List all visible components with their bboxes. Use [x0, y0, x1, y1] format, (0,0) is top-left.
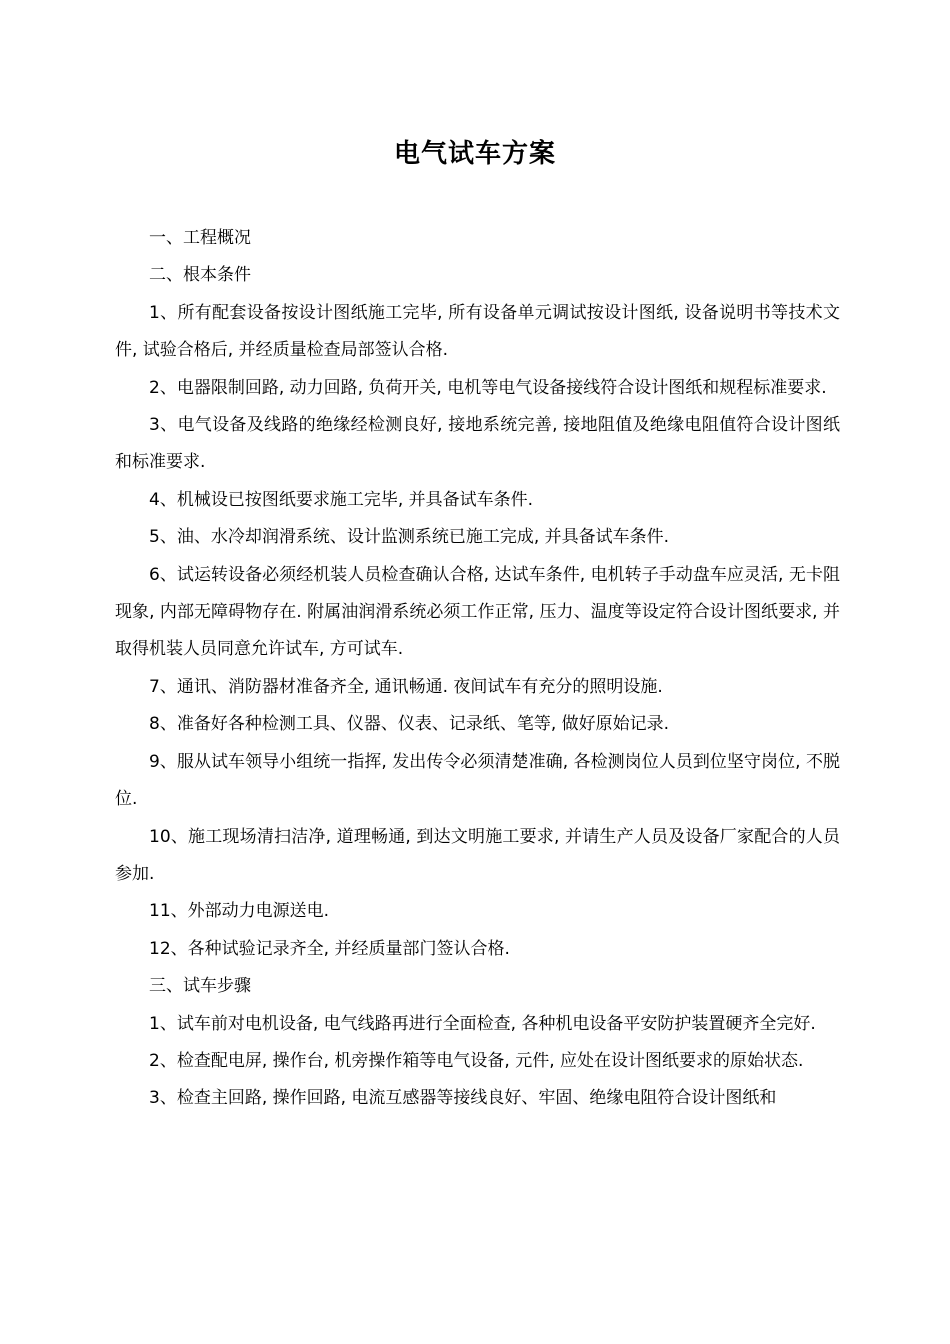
paragraph: 10、施工现场清扫洁净, 道理畅通, 到达文明施工要求, 并请生产人员及设备厂家配合的人员参加. — [115, 826, 840, 884]
paragraph: 2、检查配电屏, 操作台, 机旁操作箱等电气设备, 元件, 应处在设计图纸要求的原始状态. — [149, 1050, 804, 1071]
paragraph: 1、所有配套设备按设计图纸施工完毕, 所有设备单元调试按设计图纸, 设备说明书等技术文件, 试验合格后, 并经质量检查局部签认合格. — [115, 302, 840, 361]
paragraph: 9、服从试车领导小组统一指挥, 发出传令必须清楚准确, 各检测岗位人员到位坚守岗位, 不脱位. — [115, 751, 840, 810]
document-title: 电气试车方案 — [393, 139, 556, 169]
paragraph: 6、试运转设备必须经机装人员检查确认合格, 达试车条件, 电机转子手动盘车应灵活, 无卡阻现象, 内部无障碍物存在. 附属油润滑系统必须工作正常, 压力、温度等设定符合设计图纸要求, 并取得机装人员同意允许试车, 方可试车. — [115, 564, 840, 660]
paragraph: 12、各种试验记录齐全, 并经质量部门签认合格. — [149, 938, 510, 959]
paragraph: 3、电气设备及线路的绝缘经检测良好, 接地系统完善, 接地阻值及绝缘电阻值符合设计图纸和标准要求. — [115, 415, 840, 473]
paragraph: 8、准备好各种检测工具、仪器、仪表、记录纸、笔等, 做好原始记录. — [149, 714, 670, 735]
paragraph: 11、外部动力电源送电. — [149, 901, 330, 922]
paragraph: 7、通讯、消防器材准备齐全, 通讯畅通. 夜间试车有充分的照明设施. — [149, 676, 663, 697]
section-heading: 三、试车步骤 — [149, 976, 251, 997]
section-heading: 一、工程概况 — [149, 228, 251, 248]
paragraph: 4、机械设已按图纸要求施工完毕, 并具备试车条件. — [149, 489, 534, 510]
document-body — [115, 220, 840, 1118]
paragraph: 5、油、水冷却润滑系统、设计监测系统已施工完成, 并具备试车条件. — [149, 527, 670, 548]
paragraph: 1、试车前对电机设备, 电气线路再进行全面检查, 各种机电设备平安防护装置硬齐全完好. — [149, 1013, 816, 1034]
paragraph: 2、电器限制回路, 动力回路, 负荷开关, 电机等电气设备接线符合设计图纸和规程标准要求. — [149, 377, 827, 398]
paragraph: 3、检查主回路, 操作回路, 电流互感器等接线良好、牢固、绝缘电阻符合设计图纸和 — [149, 1088, 777, 1109]
section-heading: 二、根本条件 — [149, 265, 251, 286]
